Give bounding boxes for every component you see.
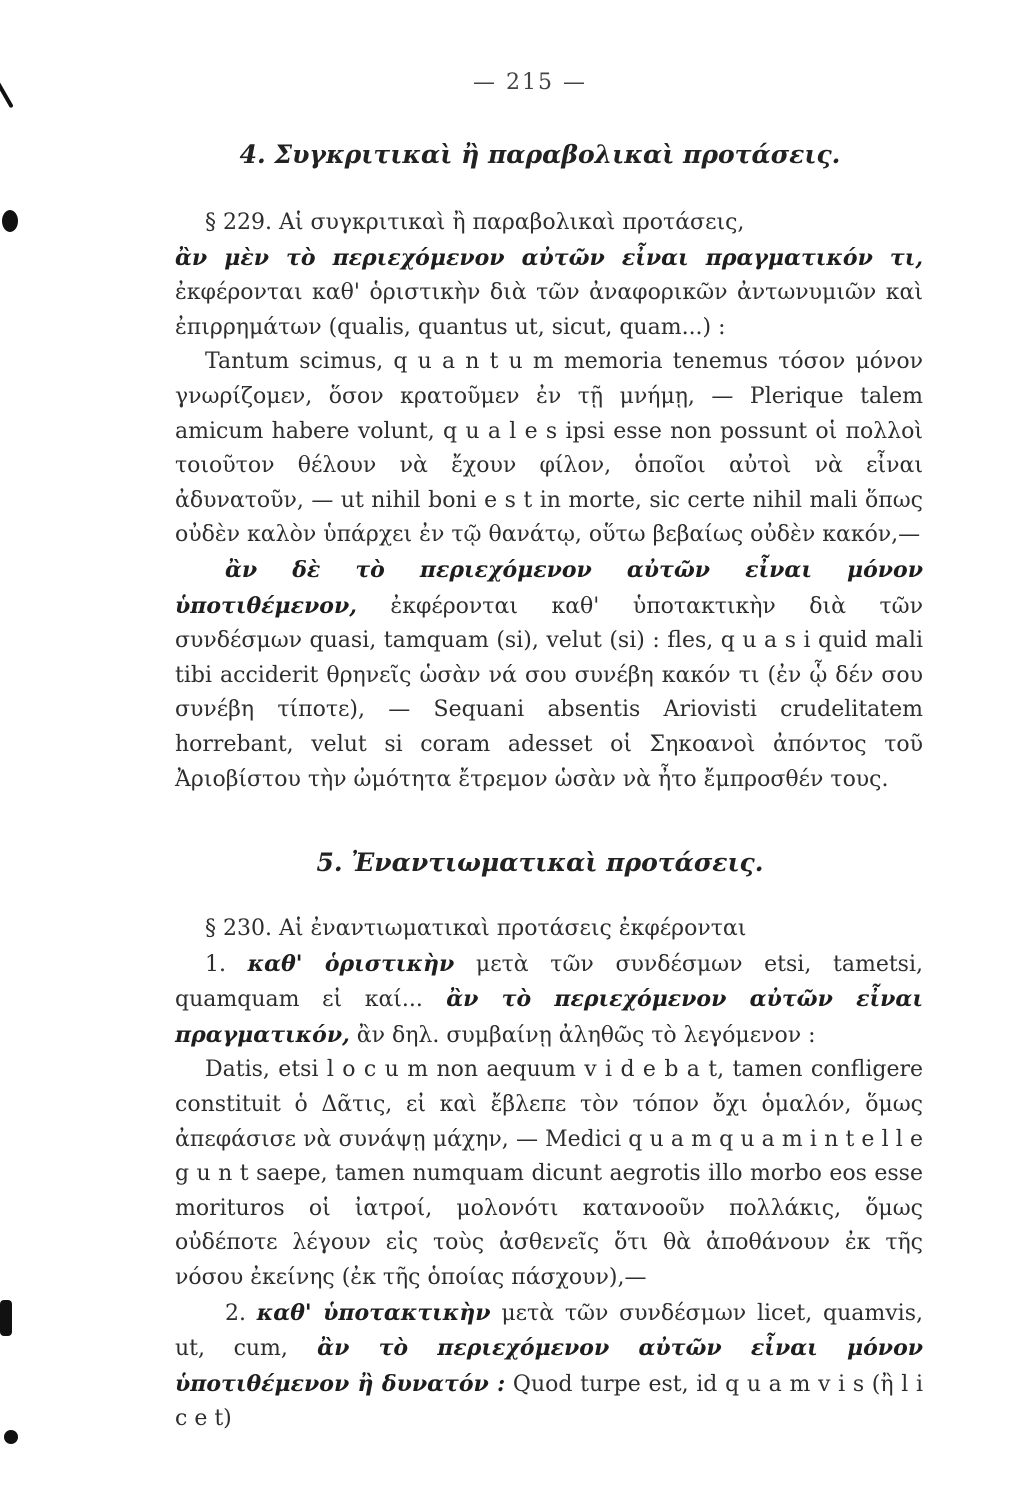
paragraph-229 [175,206,923,345]
item-1 [175,947,923,1054]
paragraph-230: § 230. Αἱ ἐναντιωματικαὶ προτάσεις ἐκφέρονται [205,916,747,941]
hypothetical-condition: ἂν δὲ τὸ περιεχόμενον αὐτῶν εἶναι μόνον ὑποτιθέμενον, [175,556,923,619]
section-4-body [175,206,923,797]
paragraph-hypothetical-text: ἐκφέρονται καθ' ὑποτακτικὴν διὰ τῶν συνδέσμων quasi, tamquam (si), velut (si) : fles, q u a s i quid mali tibi acciderit θρηνεῖς ὡσὰν νά σου συνέβη κακόν τι (ἐν ᾧ δέν σου συνέβη τίποτε), — Sequani absentis Ariovisti crudelitatem horrebant, velut si coram adesset οἱ Σηκοανοὶ ἀπόντος τοῦ Ἀριοβίστου τὴν ὠμότητα ἔτρεμον ὡσὰν νὰ ἦτο ἔμπροσθέν τους. [175,593,923,792]
scan-mark [4,1430,18,1444]
item-1-text: μετὰ τῶν συνδέσμων etsi, tametsi, quamquam εἰ καί... [175,951,923,1013]
examples-concessive: Datis, etsi l o c u m non aequum v i d e b a t, tamen confligere constituit ὁ Δᾶτις, εἰ καὶ ἔβλεπε τὸν τόπον ὄχι ὁμαλόν, ὅμως ἀπεφάσισε νὰ συνάψῃ μάχην, — Medici q u a m q u a m i n t e l l e g u n t saepe, tamen numquam dicunt aegrotis illo morbo eos esse morituros οἱ ἰατροί, μολονότι κατανοοῦν πολλάκις, ὅμως οὐδέποτε λέγουν εἰς τοὺς ἀσθενεῖς ὅτι θὰ ἀποθάνουν ἐκ τῆς νόσου ἐκείνης (ἐκ τῆς ὁποίας πάσχουν),— [175,1057,923,1290]
item-1-text-2: ἂν δηλ. συμβαίνῃ ἀληθῶς τὸ λεγόμενον : [349,1022,816,1048]
item-2 [175,1296,923,1437]
item-1-mood: καθ' ὁριστικὴν [247,950,455,977]
item-1-number: 1. [205,951,226,977]
paragraph-hypothetical [175,553,923,797]
item-2-text-2: Quod turpe est, id q u a m v i s (ἢ l i c e t) [175,1371,923,1432]
item-2-text: μετὰ τῶν συνδέσμων licet, quamvis, ut, cum, [175,1300,923,1362]
section-4-heading: 4. Συγκριτικαὶ ἢ παραβολικαὶ προτάσεις. [239,140,841,169]
section-5-body [175,912,923,1437]
item-2-condition: ἂν τὸ περιεχόμενον αὐτῶν εἶναι μόνον ὑποτιθέμενον ἢ δυνατόν : [175,1335,924,1397]
page-number: — 215 — [473,70,587,95]
section-5-heading: 5. Ἐναντιωματικαὶ προτάσεις. [316,848,764,877]
scan-mark [2,210,18,232]
scan-mark [0,1300,12,1336]
real-content-condition: ἂν μὲν τὸ περιεχόμενον αὐτῶν εἶναι πραγματικόν τι, [175,244,923,271]
item-1-condition: ἂν τὸ περιεχόμενον αὐτῶν εἶναι πραγματικόν, [175,986,923,1048]
item-2-mood: καθ' ὑποτακτικὴν [256,1299,491,1326]
paragraph-229-text: ἐκφέρονται καθ' ὁριστικὴν διὰ τῶν ἀναφορικῶν ἀντωνυμιῶν καὶ ἐπιρρημάτων (qualis, quantus ut, sicut, quam...) : [175,280,923,340]
paragraph-229-lead: § 229. Αἱ συγκριτικαὶ ἢ παραβολικαὶ προτάσεις, [205,210,745,235]
item-2-number: 2. [225,1300,246,1326]
examples-comparative: Tantum scimus, q u a n t u m memoria tenemus τόσον μόνον γνωρίζομεν, ὅσον κρατοῦμεν ἐν τῇ μνήμῃ, — Plerique talem amicum habere volunt, q u a l e s ipsi esse non possunt οἱ πολλοὶ τοιοῦτον θέλουν νὰ ἔχουν φίλον, ὁποῖοι αὐτοὶ νὰ εἶναι ἀδυνατοῦν, — ut nihil boni e s t in morte, sic certe nihil mali ὅπως οὐδὲν καλὸν ὑπάρχει ἐν τῷ θανάτῳ, οὕτω βεβαίως οὐδὲν κακόν,— [175,349,923,548]
